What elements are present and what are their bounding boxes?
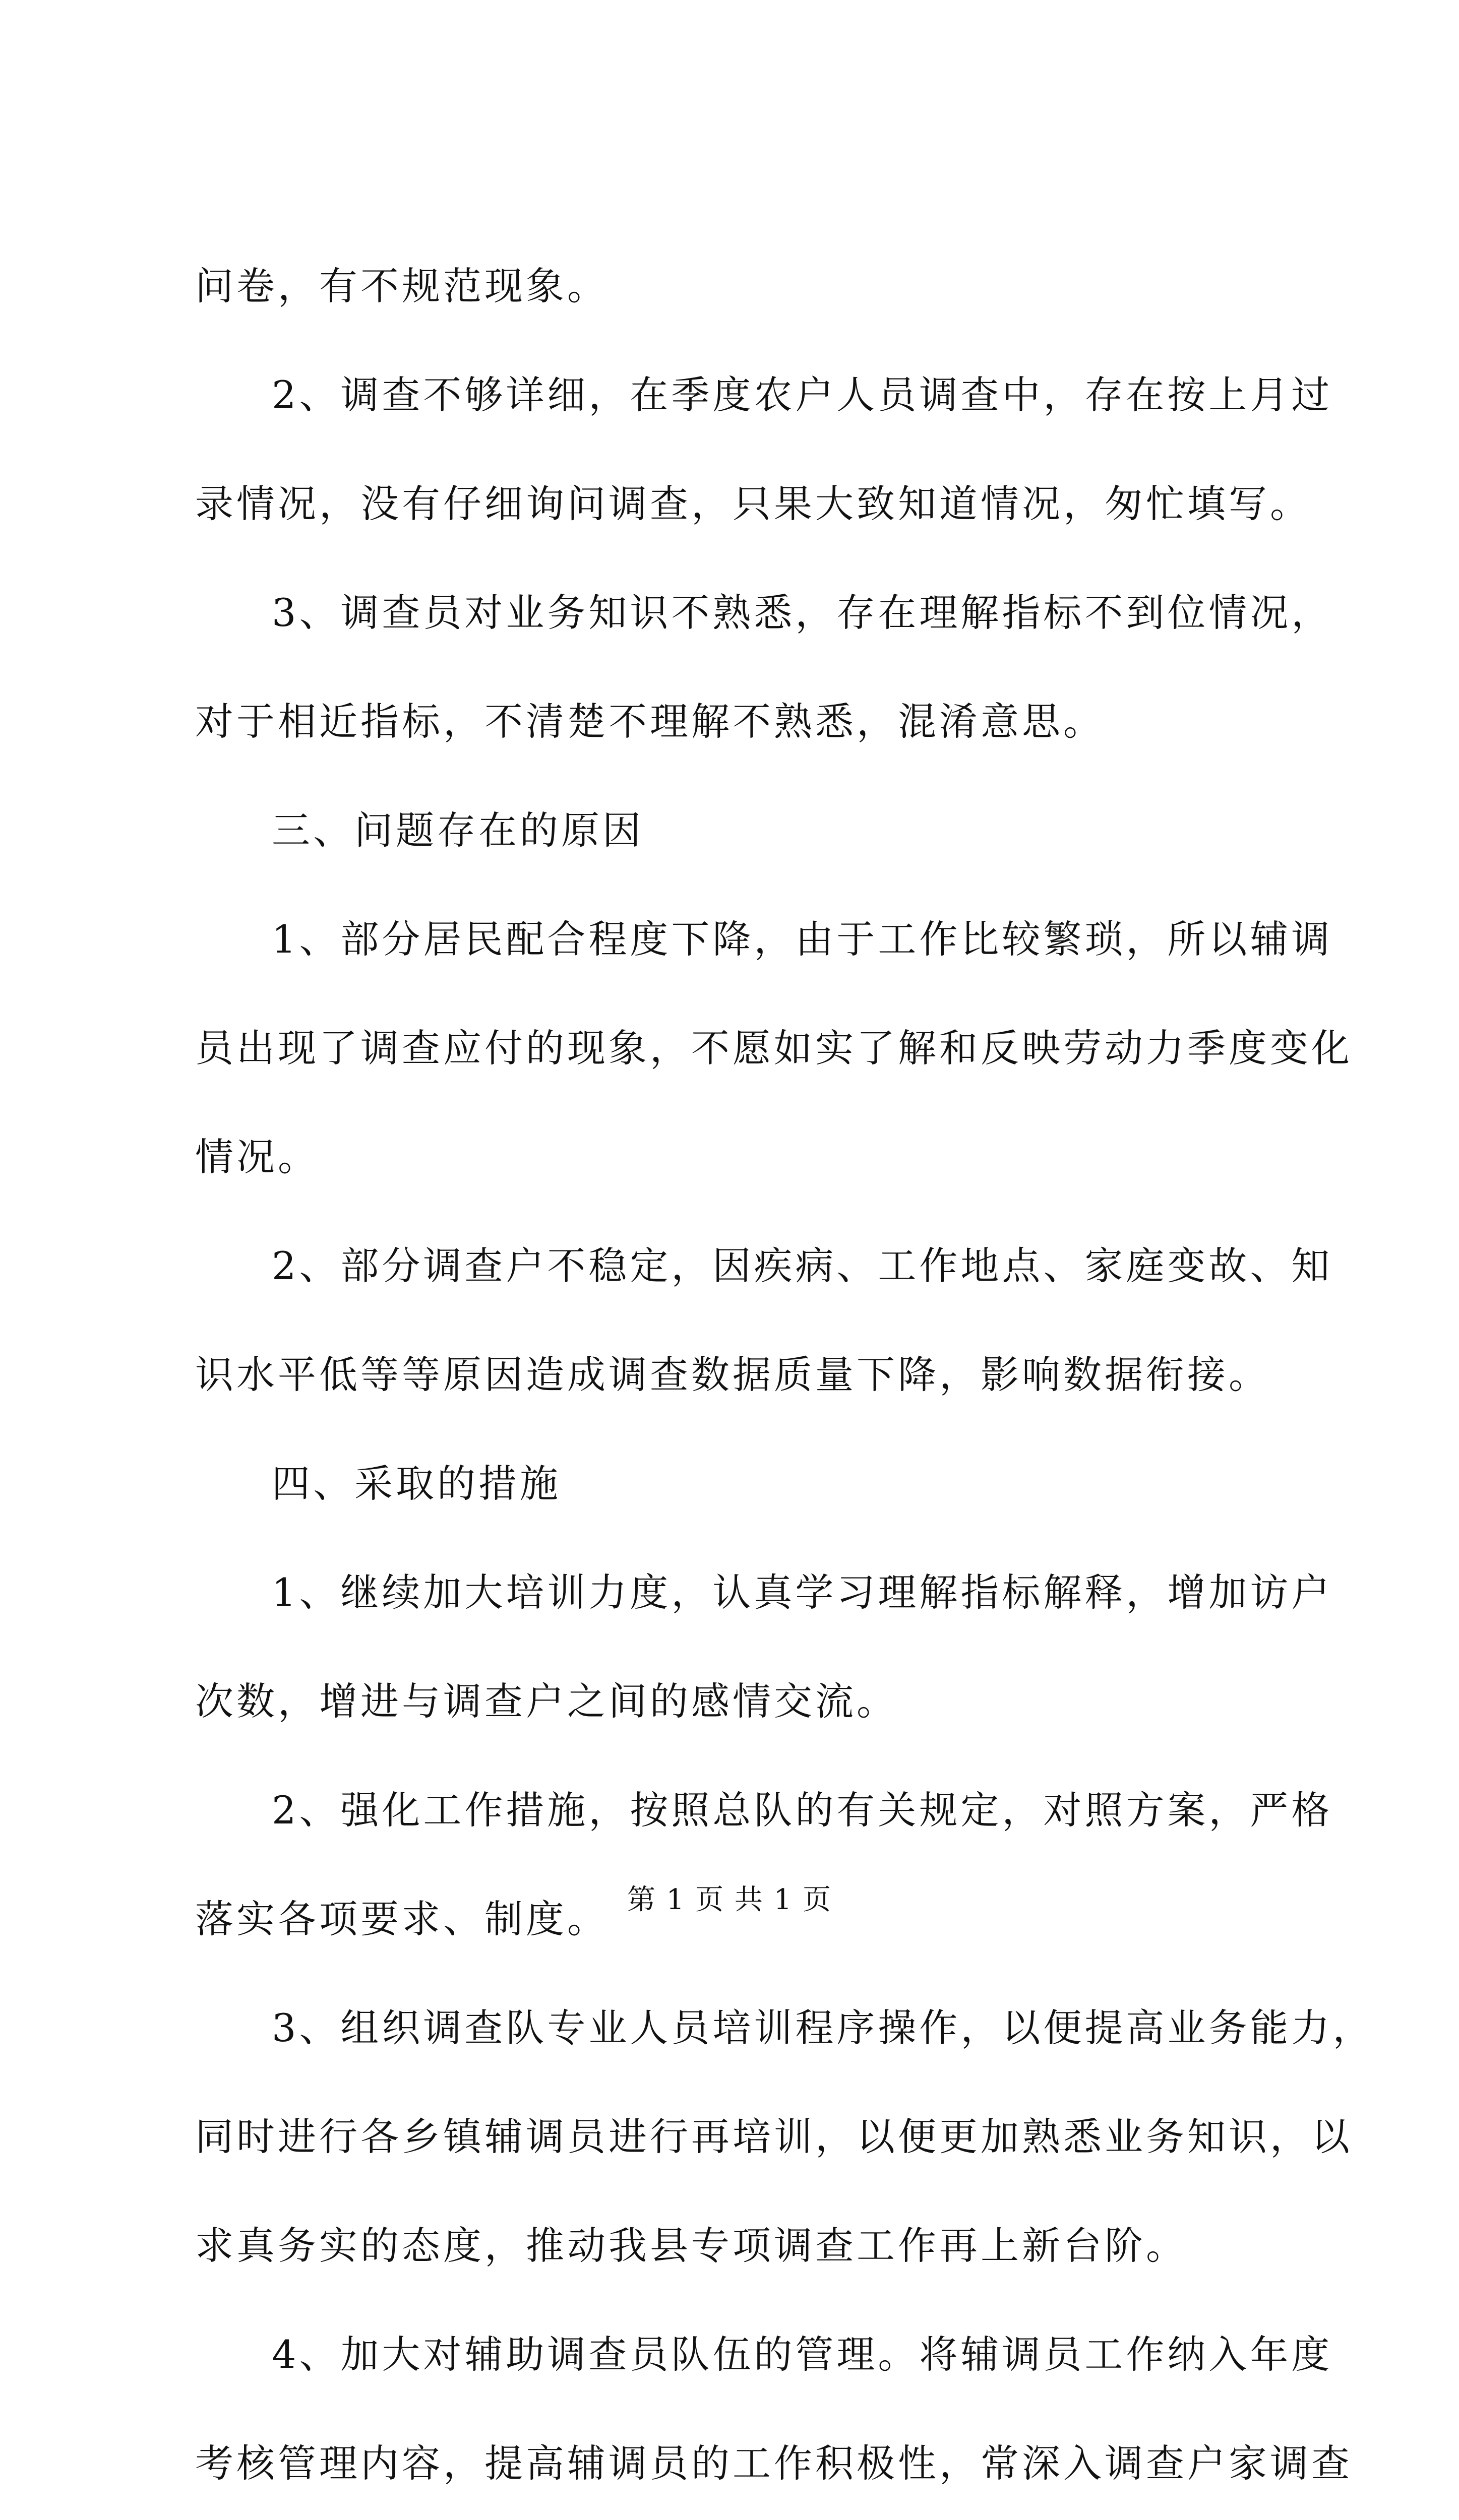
text-line-19: 求真务实的态度，推动我县专项调查工作再上新台阶。 — [195, 2223, 1187, 2268]
page-footer: 第 1 页 共 1 页 — [627, 1883, 832, 1916]
text-line-11: 识水平低等等原因造成调查数据质量下降，影响数据衔接。 — [195, 1352, 1270, 1397]
text-line-14: 次数，增进与调查户之间的感情交流。 — [195, 1679, 898, 1724]
text-line-16: 落实各项要求、制度。 — [195, 1897, 609, 1941]
text-line-3: 录情况，没有仔细询问调查，只果大致知道情况，匆忙填写。 — [195, 481, 1311, 526]
text-line-7: 1、部分居民配合程度下降，由于工作比较繁琐，所以辅调 — [272, 917, 1333, 962]
text-line-4: 3、调查员对业务知识不熟悉，存在理解指标不到位情况， — [272, 590, 1333, 635]
text-line-5: 对于相近指标，不清楚不理解不熟悉，混淆意思。 — [195, 699, 1105, 744]
section-heading-causes: 三、问题存在的原因 — [272, 808, 644, 853]
text-line-2: 2、调查不够详细，在季度农户人员调查中，存在按上月过 — [272, 372, 1333, 417]
text-line-15: 2、强化工作措施，按照总队的有关规定，对照方案，严格 — [272, 1788, 1333, 1833]
text-line-20: 4、加大对辅助调查员队伍的管理。将辅调员工作纳入年度 — [272, 2332, 1333, 2377]
text-line-8: 员出现了调查应付的现象，不愿如实了解和反映劳动力季度变化 — [195, 1026, 1353, 1070]
section-heading-measures: 四、采取的措施 — [272, 1461, 561, 1506]
document-body — [195, 264, 1374, 2520]
text-line-10: 2、部分调查户不稳定，因疾病、工作地点、家庭变故、知 — [272, 1243, 1333, 1288]
text-line-9: 情况。 — [195, 1135, 319, 1179]
text-line-17: 3、组织调查队专业人员培训程序操作，以便提高业务能力， — [272, 2005, 1374, 2050]
text-line-1: 问卷，有不规范现象。 — [195, 264, 609, 308]
text-line-13: 1、继续加大培训力度，认真学习理解指标解释，增加访户 — [272, 1570, 1333, 1615]
text-line-18: 同时进行各乡镇辅调员进行再培训，以便更加熟悉业务知识，以 — [195, 2114, 1353, 2159]
text-line-21: 考核管理内容，提高辅调员的工作积极性，常深入调查户家调查 — [195, 2441, 1353, 2486]
